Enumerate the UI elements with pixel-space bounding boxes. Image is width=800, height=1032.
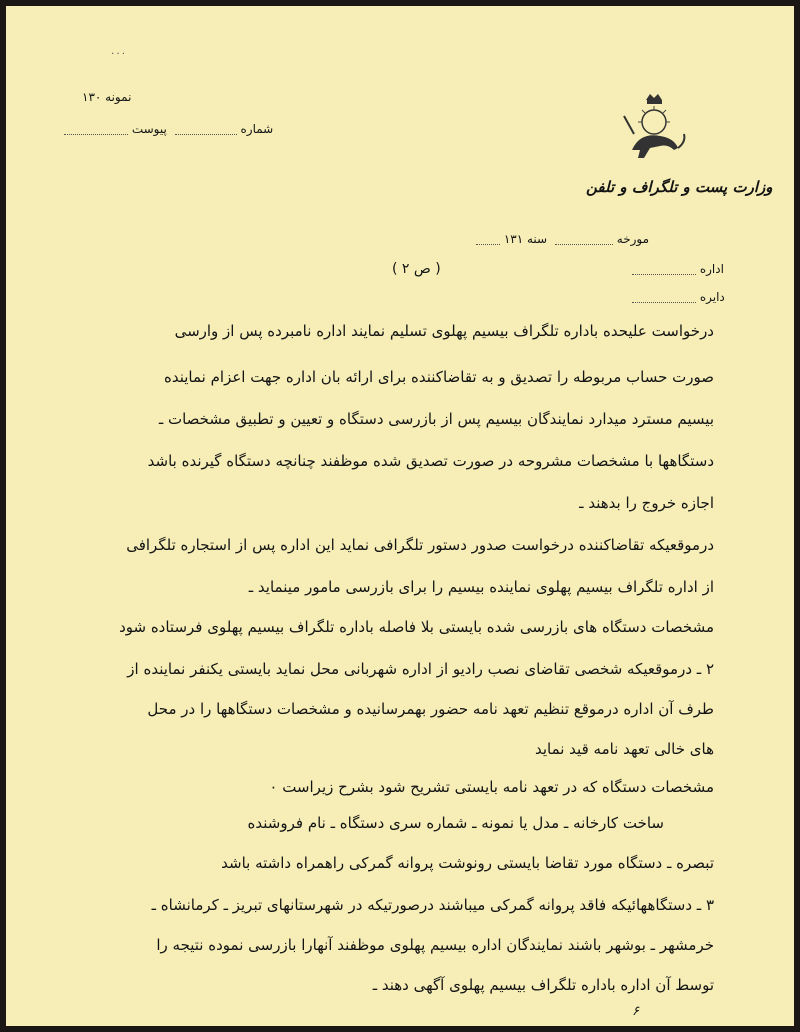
body-line: مشخصات دستگاه های بازرسی شده بایستی بلا فاصله باداره تلگراف بیسیم پهلوی فرستاده شود: [119, 618, 714, 636]
body-line: توسط آن اداره باداره تلگراف بیسیم پهلوی آگهی دهند ـ: [372, 976, 714, 994]
corner-marks: ۰۰۰: [110, 48, 127, 59]
page-number: ( ص ۲ ): [392, 261, 441, 277]
department-field: [632, 264, 696, 275]
ministry-name: وزارت پست و تلگراف و تلفن: [586, 178, 773, 196]
body-line: مشخصات دستگاه که در تعهد نامه بایستی تشریح شود بشرح زیراست ۰: [269, 778, 714, 796]
body-line: دستگاهها با مشخصات مشروحه در صورت تصدیق شده موظفند چنانچه دستگاه گیرنده باشد: [147, 452, 714, 470]
date-field: [555, 234, 613, 245]
date-row: [476, 232, 649, 246]
footer-mark: ۶: [632, 1004, 639, 1019]
lion-and-sun-emblem: [610, 92, 700, 172]
year-label: سنه ۱۳۱: [503, 232, 548, 246]
body-line: ۲ ـ درموقعیکه شخصی تقاضای نصب رادیو از اداره شهربانی محل نماید بایستی یکنفر نماینده از: [127, 660, 714, 678]
number-field: [175, 124, 237, 135]
division-label: دایره: [699, 290, 725, 304]
department-label: اداره: [699, 262, 724, 276]
form-number: نمونه ۱۳۰: [82, 90, 132, 104]
attachment-label: پیوست: [131, 122, 167, 136]
body-line: های خالی تعهد نامه قید نماید: [534, 740, 714, 758]
body-line: از اداره تلگراف بیسیم پهلوی نماینده بیسیم را برای بازرسی مامور مینماید ـ: [248, 578, 714, 596]
body-line: ساخت کارخانه ـ مدل یا نمونه ـ شماره سری دستگاه ـ نام فروشنده: [247, 814, 664, 832]
division-row: [632, 290, 725, 304]
attachment-field: [64, 124, 128, 135]
document-page: [6, 6, 794, 1026]
body-line: درخواست علیحده باداره تلگراف بیسیم پهلوی تسلیم نمایند اداره نامبرده پس از وارسی: [174, 322, 714, 340]
body-line: خرمشهر ـ بوشهر باشند نمایندگان اداره بیسیم پهلوی موظفند آنهارا بازرسی نموده نتیجه را: [156, 936, 714, 954]
body-line: درموقعیکه تقاضاکننده درخواست صدور دستور تلگرافی نماید این اداره پس از استجاره تلگرافی: [126, 536, 714, 554]
body-line: اجازه خروج را بدهند ـ: [579, 494, 714, 512]
department-row: [632, 262, 724, 276]
number-attachment-row: [64, 122, 273, 136]
body-line: طرف آن اداره درموقع تنظیم تعهد نامه حضور بهمرسانیده و مشخصات دستگاهها را در محل: [147, 700, 714, 718]
date-label: مورخه: [616, 232, 650, 246]
body-line: بیسیم مسترد میدارد نمایندگان بیسیم پس از بازرسی دستگاه و تعیین و تطبیق مشخصات ـ: [158, 410, 714, 428]
body-line: تبصره ـ دستگاه مورد تقاضا بایستی رونوشت پروانه گمرکی راهمراه داشته باشد: [221, 854, 714, 872]
division-field: [632, 292, 696, 303]
year-field: [476, 234, 500, 245]
body-line: ۳ ـ دستگاههائیکه فاقد پروانه گمرکی میباشند درصورتیکه در شهرستانهای تبریز ـ کرمانشاه ـ: [151, 896, 714, 914]
body-line: صورت حساب مربوطه را تصدیق و به تقاضاکننده برای ارائه بان اداره جهت اعزام نماینده: [164, 368, 714, 386]
number-label: شماره: [240, 122, 274, 136]
